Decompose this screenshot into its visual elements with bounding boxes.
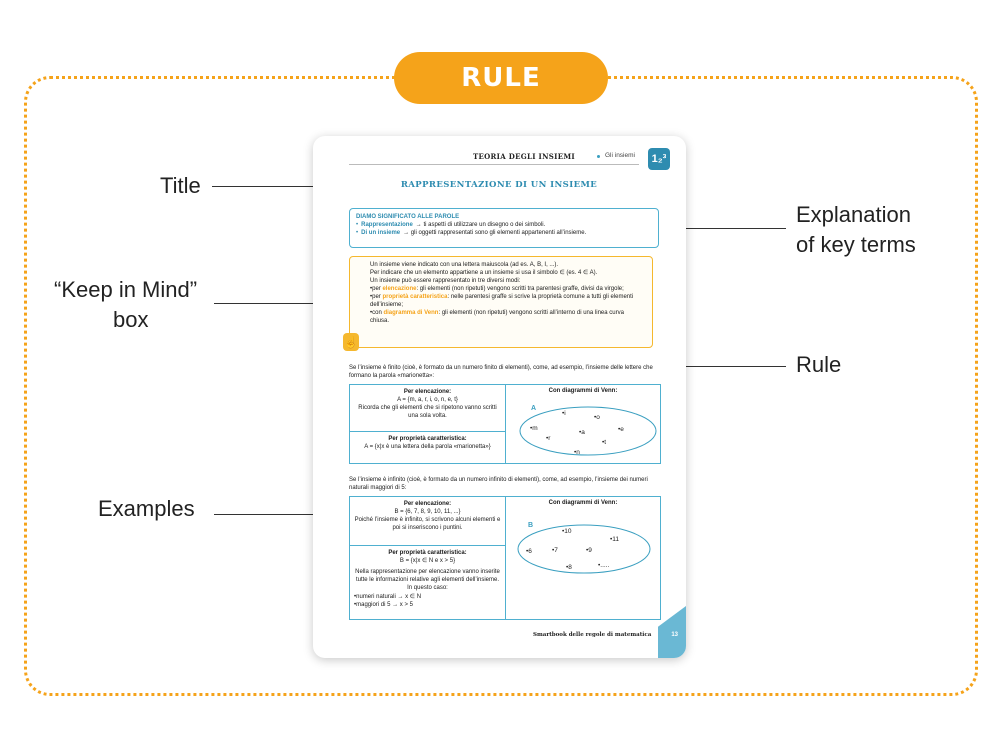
venn2-element: •11	[610, 536, 620, 543]
venn1-element: •m	[530, 425, 538, 432]
hand-icon: ☝	[343, 333, 359, 351]
venn2-letter: B	[528, 522, 534, 529]
example2-item-2: • maggiori di 5 → x > 5	[354, 601, 501, 609]
venn1-element: •e	[618, 426, 624, 433]
label-keep-line2: box	[113, 307, 149, 332]
venn1-element: •a	[579, 429, 585, 436]
venn1-diagram	[506, 385, 660, 463]
venn1-element: •i	[562, 410, 566, 417]
rule-paragraph: Se l’insieme è finito (cioè, è formato da un numero finito di elementi), come, ad esempio, l’insieme delle lettere che formano la parola «marionetta»:	[349, 365, 653, 379]
header-divider	[349, 164, 639, 165]
callout-line-rule	[672, 366, 786, 367]
keep-intro-2: Per indicare che un elemento appartiene a un insieme si usa il simbolo ∈ (es. 4 ∈ A).	[370, 270, 598, 276]
rule-tab-title: RULE	[394, 52, 608, 104]
venn2-element: •10	[562, 528, 572, 535]
keep-bullet-1: • per elencazione: gli elementi (non ripetuti) vengono scritti tra parentesi graffe, divisi da virgole;	[370, 285, 644, 293]
venn1-title: Con diagrammi di Venn:	[548, 388, 618, 394]
footer-text: Smartbook delle regole di matematica	[533, 632, 652, 638]
example1-property: Per proprietà caratteristica: A = {x|x è una lettera della parola «marionetta»}	[350, 431, 505, 463]
venn1-element: •o	[594, 414, 600, 421]
header-title: TEORIA DEGLI INSIEMI	[473, 152, 575, 161]
example2-venn	[506, 497, 660, 619]
keep-bullet-2: • per proprietà caratteristica: nelle parentesi graffe si scrive la proprietà comune a tutti gli elementi dell’insieme;	[370, 293, 644, 309]
example1-enumeration: Per elencazione: A = {m, a, r, i, o, n, e, t} Ricorda che gli elementi che si ripetono vanno scritti una sola volta.	[358, 389, 497, 419]
key-def-2: → gli oggetti rappresentati sono gli elementi appartenenti all’insieme.	[403, 230, 587, 236]
header-dot-icon	[597, 155, 600, 158]
example-table-infinite	[349, 496, 661, 620]
infinite-paragraph: Se l’insieme è infinito (cioè, è formato da un numero infinito di elementi), come, ad esempio, l’insieme dei numeri naturali maggiori di 5:	[349, 477, 648, 491]
header-subtitle: Gli insiemi	[605, 152, 635, 159]
example2-property: Per proprietà caratteristica: B = {x|x ∈ N e x > 5} Nella rappresentazione per elencazione vanno inserite tutte le informazioni relative agli elementi dell’insieme. In questo caso: • numeri naturali → x ∈ N • maggiori di 5 → x > 5	[350, 545, 505, 619]
math-logo-icon: 1₂³	[648, 148, 670, 170]
venn1-element: •t	[602, 439, 607, 446]
label-keep-line1: “Keep in Mind”	[54, 277, 198, 302]
keep-intro-3: Un insieme può essere rappresentato in tre diversi modi:	[370, 278, 521, 284]
example1-venn	[506, 385, 660, 463]
label-examples: Examples	[98, 496, 195, 521]
keep-intro-1: Un insieme viene indicato con una lettera maiuscola (ad es. A, B, I, ...).	[370, 262, 559, 268]
page-number: 13	[671, 632, 678, 638]
key-terms-box: DIAMO SIGNIFICATO ALLE PAROLE • Rappresentazione → ti aspetti di utilizzare un disegno o dei simboli. • Di un insieme → gli oggetti rappresentati sono gli elementi appartenenti all’insieme.	[349, 208, 659, 248]
venn2-element: •6	[526, 548, 532, 555]
key-def-1: → ti aspetti di utilizzare un disegno o dei simboli.	[415, 222, 546, 228]
section-title: RAPPRESENTAZIONE DI UN INSIEME	[400, 180, 598, 190]
venn1-letter: A	[531, 405, 537, 412]
label-key-terms-line2: of key terms	[796, 232, 916, 257]
venn2-diagram	[506, 497, 660, 619]
venn2-element: •9	[586, 547, 592, 554]
venn2-element: •.....	[598, 562, 610, 569]
venn1-element: •n	[574, 449, 580, 456]
venn2-element: •8	[566, 564, 572, 571]
key-term-1: Rappresentazione	[361, 222, 413, 228]
label-title: Title	[160, 173, 201, 198]
label-key-terms-line1: Explanation	[796, 202, 911, 227]
example-table-finite	[349, 384, 661, 464]
key-term-2: Di un insieme	[361, 230, 401, 236]
example2-enumeration: Per elencazione: B = {6, 7, 8, 9, 10, 11, ...} Poiché l’insieme è infinito, si scrivono alcuni elementi e poi si inseriscono i puntini.	[354, 501, 501, 531]
venn2-title: Con diagrammi di Venn:	[548, 500, 618, 506]
venn1-element: •r	[546, 435, 551, 442]
keep-in-mind-box	[349, 256, 653, 348]
keep-bullet-3: • con diagramma di Venn: gli elementi (non ripetuti) vengono scritti all’interno di una linea curva chiusa.	[370, 309, 644, 325]
example2-item-1: • numeri naturali → x ∈ N	[354, 593, 501, 601]
book-page	[313, 136, 686, 658]
label-rule: Rule	[796, 352, 842, 377]
key-terms-heading: DIAMO SIGNIFICATO ALLE PAROLE	[356, 214, 460, 220]
venn2-element: •7	[552, 547, 558, 554]
